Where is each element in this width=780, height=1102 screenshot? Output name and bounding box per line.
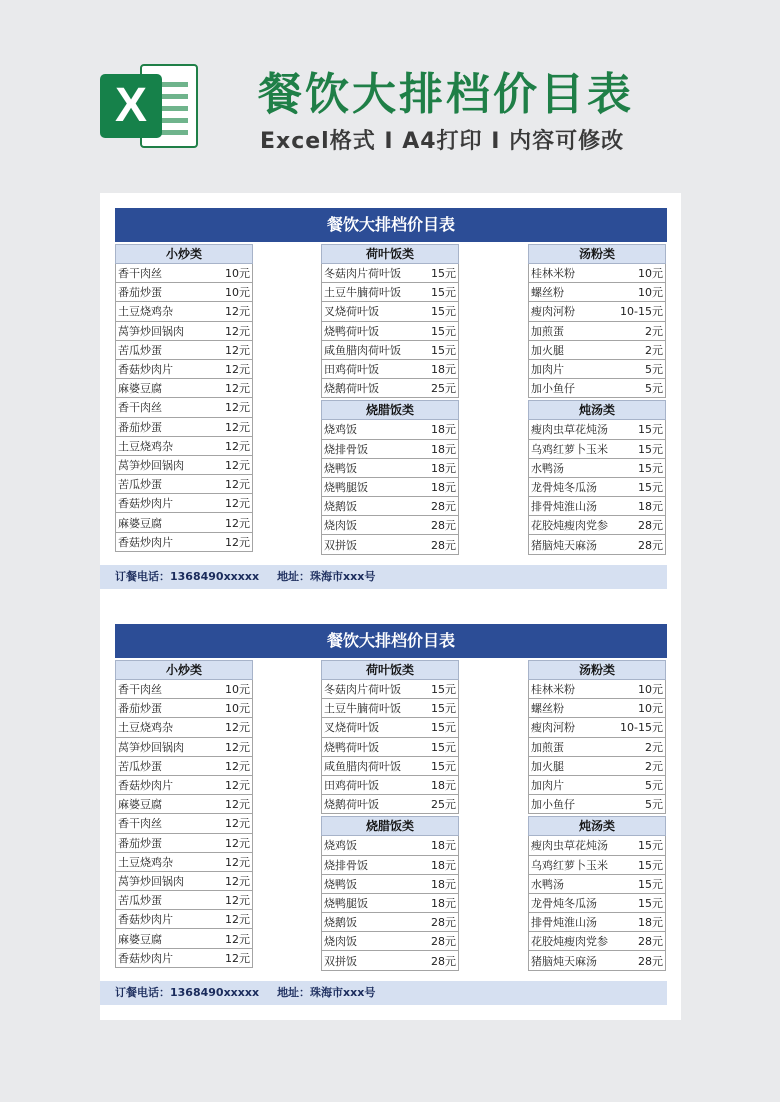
item-price: 18元 [638, 500, 663, 514]
item-price: 10元 [225, 702, 250, 716]
item-name: 苦瓜炒蛋 [118, 343, 162, 357]
item-price: 18元 [431, 896, 456, 910]
menu-item-row [115, 283, 253, 302]
menu-item-row [321, 516, 459, 535]
item-name: 龙骨炖冬瓜汤 [531, 480, 597, 494]
item-name: 加肉片 [531, 779, 564, 793]
item-name: 加小鱼仔 [531, 382, 575, 396]
menu-item-row [528, 738, 666, 757]
menu-item-row [115, 494, 253, 513]
menu-item-row [321, 360, 459, 379]
menu-sheet [100, 193, 681, 1020]
section-header: 烧腊饭类 [321, 400, 459, 420]
menu-item-row [115, 834, 253, 853]
item-name: 乌鸡红萝卜玉米 [531, 858, 608, 872]
menu-item-row [528, 680, 666, 699]
item-price: 12元 [225, 324, 250, 338]
item-name: 番茄炒蛋 [118, 836, 162, 850]
item-name: 瘦肉虫草花炖汤 [531, 839, 608, 853]
menu-item-row [528, 341, 666, 360]
item-price: 12元 [225, 798, 250, 812]
item-name: 螺丝粉 [531, 286, 564, 300]
menu-item-row [321, 680, 459, 699]
menu-item-row [528, 322, 666, 341]
menu-item-row [115, 929, 253, 948]
menu-item-row [321, 951, 459, 970]
item-name: 香菇炒肉片 [118, 779, 173, 793]
menu-item-row [321, 497, 459, 516]
page-subtitle: Excel格式 I A4打印 I 内容可修改 [260, 129, 625, 154]
item-price: 28元 [638, 935, 663, 949]
menu-item-row [528, 856, 666, 875]
menu-item-row [321, 718, 459, 737]
menu-item-row [321, 478, 459, 497]
item-price: 5元 [645, 382, 663, 396]
item-name: 加火腿 [531, 343, 564, 357]
menu-item-row [115, 475, 253, 494]
item-name: 烧排骨饭 [324, 442, 368, 456]
item-name: 猪脑炖天麻汤 [531, 954, 597, 968]
item-name: 双拼饭 [324, 954, 357, 968]
item-name: 烧鸭荷叶饭 [324, 324, 379, 338]
menu-item-row [321, 264, 459, 283]
item-name: 香干肉丝 [118, 267, 162, 281]
item-price: 15元 [638, 858, 663, 872]
item-price: 15元 [638, 461, 663, 475]
menu-item-row [115, 910, 253, 929]
item-name: 加肉片 [531, 363, 564, 377]
menu-item-row [321, 283, 459, 302]
item-name: 瘦肉虫草花炖汤 [531, 423, 608, 437]
item-name: 番茄炒蛋 [118, 286, 162, 300]
item-name: 水鸭汤 [531, 877, 564, 891]
item-price: 12元 [225, 497, 250, 511]
menu-item-row [321, 913, 459, 932]
section-header: 炖汤类 [528, 816, 666, 836]
menu-item-row [528, 360, 666, 379]
item-name: 莴笋炒回锅肉 [118, 740, 184, 754]
item-name: 土豆牛腩荷叶饭 [324, 286, 401, 300]
item-price: 2元 [645, 740, 663, 754]
item-name: 莴笋炒回锅肉 [118, 874, 184, 888]
item-price: 10元 [638, 267, 663, 281]
item-price: 18元 [431, 779, 456, 793]
menu-column-2 [321, 244, 459, 555]
menu-item-row [528, 913, 666, 932]
menu-item-row [321, 440, 459, 459]
item-price: 28元 [431, 954, 456, 968]
section-header: 荷叶饭类 [321, 660, 459, 680]
menu-item-row [528, 836, 666, 855]
item-name: 烧排骨饭 [324, 858, 368, 872]
menu-item-row [115, 891, 253, 910]
menu-item-row [528, 535, 666, 554]
menu-item-row [321, 535, 459, 554]
item-name: 烧鹅饭 [324, 500, 357, 514]
item-name: 水鸭汤 [531, 461, 564, 475]
menu-item-row [321, 875, 459, 894]
item-price: 18元 [431, 858, 456, 872]
item-price: 12元 [225, 855, 250, 869]
section-header: 荷叶饭类 [321, 244, 459, 264]
item-price: 12元 [225, 759, 250, 773]
item-name: 香干肉丝 [118, 817, 162, 831]
item-name: 土豆烧鸡杂 [118, 439, 173, 453]
item-name: 咸鱼腊肉荷叶饭 [324, 759, 401, 773]
item-price: 28元 [431, 500, 456, 514]
item-price: 25元 [431, 382, 456, 396]
item-name: 土豆烧鸡杂 [118, 721, 173, 735]
item-name: 烧肉饭 [324, 935, 357, 949]
item-name: 加小鱼仔 [531, 798, 575, 812]
menu-banner-title: 餐饮大排档价目表 [115, 624, 667, 658]
item-price: 10元 [225, 267, 250, 281]
item-name: 冬菇肉片荷叶饭 [324, 267, 401, 281]
logo-letter: X [100, 74, 162, 138]
menu-item-row [115, 322, 253, 341]
menu-item-row [528, 379, 666, 398]
item-price: 2元 [645, 759, 663, 773]
menu-item-row [321, 738, 459, 757]
item-price: 12元 [225, 894, 250, 908]
item-price: 5元 [645, 363, 663, 377]
menu-item-row [321, 932, 459, 951]
item-price: 12元 [225, 458, 250, 472]
item-price: 15元 [431, 267, 456, 281]
item-name: 麻婆豆腐 [118, 932, 162, 946]
item-price: 15元 [638, 896, 663, 910]
item-price: 12元 [225, 951, 250, 965]
item-name: 番茄炒蛋 [118, 702, 162, 716]
menu-column-3 [528, 244, 666, 555]
item-name: 咸鱼腊肉荷叶饭 [324, 343, 401, 357]
menu-item-row [115, 302, 253, 321]
menu-item-row [321, 894, 459, 913]
menu-item-row [115, 379, 253, 398]
menu-item-row [115, 456, 253, 475]
item-name: 瘦肉河粉 [531, 721, 575, 735]
item-price: 18元 [431, 480, 456, 494]
item-name: 螺丝粉 [531, 702, 564, 716]
item-price: 12元 [225, 401, 250, 415]
item-price: 12元 [225, 817, 250, 831]
item-price: 28元 [638, 538, 663, 552]
item-price: 12元 [225, 305, 250, 319]
item-price: 15元 [638, 480, 663, 494]
item-price: 18元 [431, 461, 456, 475]
item-name: 花胶炖瘦肉党参 [531, 935, 608, 949]
menu-item-row [528, 718, 666, 737]
menu-item-row [321, 795, 459, 814]
item-name: 土豆烧鸡杂 [118, 305, 173, 319]
item-price: 12元 [225, 721, 250, 735]
address: 地址：珠海市xxx号 [277, 570, 376, 583]
menu-column-1 [115, 660, 253, 968]
menu-item-row [321, 757, 459, 776]
item-price: 12元 [225, 913, 250, 927]
menu-item-row [115, 718, 253, 737]
menu-item-row [115, 814, 253, 833]
item-price: 12元 [225, 420, 250, 434]
item-price: 12元 [225, 382, 250, 396]
item-price: 28元 [431, 519, 456, 533]
item-name: 烧鸡饭 [324, 839, 357, 853]
menu-item-row [115, 680, 253, 699]
item-price: 28元 [638, 954, 663, 968]
section-header: 烧腊饭类 [321, 816, 459, 836]
item-name: 田鸡荷叶饭 [324, 779, 379, 793]
item-name: 加煎蛋 [531, 324, 564, 338]
section-header: 汤粉类 [528, 660, 666, 680]
item-price: 12元 [225, 779, 250, 793]
menu-item-row [528, 478, 666, 497]
item-price: 18元 [431, 363, 456, 377]
item-name: 麻婆豆腐 [118, 516, 162, 530]
menu-item-row [115, 872, 253, 891]
item-price: 10-15元 [620, 721, 663, 735]
item-name: 香菇炒肉片 [118, 497, 173, 511]
menu-item-row [321, 776, 459, 795]
header [0, 0, 780, 190]
item-name: 烧鸭荷叶饭 [324, 740, 379, 754]
menu-item-row [115, 437, 253, 456]
item-name: 烧鸭饭 [324, 877, 357, 891]
phone-number: 订餐电话：1368490xxxxx [115, 570, 260, 583]
item-price: 28元 [431, 916, 456, 930]
section-header: 炖汤类 [528, 400, 666, 420]
item-price: 15元 [638, 839, 663, 853]
item-price: 15元 [431, 759, 456, 773]
item-name: 冬菇肉片荷叶饭 [324, 683, 401, 697]
item-price: 5元 [645, 798, 663, 812]
menu-column-2 [321, 660, 459, 971]
menu-item-row [528, 516, 666, 535]
item-name: 烧鸡饭 [324, 423, 357, 437]
menu-item-row [321, 379, 459, 398]
menu-item-row [115, 398, 253, 417]
item-name: 香干肉丝 [118, 683, 162, 697]
menu-column-3 [528, 660, 666, 971]
item-name: 猪脑炖天麻汤 [531, 538, 597, 552]
item-price: 10-15元 [620, 305, 663, 319]
menu-item-row [528, 894, 666, 913]
item-price: 15元 [638, 877, 663, 891]
menu-item-row [321, 341, 459, 360]
menu-item-row [528, 951, 666, 970]
menu-item-row [528, 497, 666, 516]
menu-item-row [321, 302, 459, 321]
menu-item-row [321, 836, 459, 855]
item-name: 香菇炒肉片 [118, 363, 173, 377]
item-price: 15元 [431, 286, 456, 300]
menu-item-row [115, 853, 253, 872]
item-name: 香菇炒肉片 [118, 951, 173, 965]
item-price: 25元 [431, 798, 456, 812]
item-name: 烧鸭饭 [324, 461, 357, 475]
item-price: 12元 [225, 439, 250, 453]
item-name: 香干肉丝 [118, 401, 162, 415]
item-name: 烧鸭腿饭 [324, 896, 368, 910]
menu-item-row [115, 264, 253, 283]
item-name: 烧鹅荷叶饭 [324, 382, 379, 396]
menu-item-row [115, 341, 253, 360]
item-name: 土豆牛腩荷叶饭 [324, 702, 401, 716]
menu-item-row [115, 533, 253, 552]
address: 地址：珠海市xxx号 [277, 986, 376, 999]
item-name: 花胶炖瘦肉党参 [531, 519, 608, 533]
item-price: 18元 [431, 442, 456, 456]
item-price: 12元 [225, 478, 250, 492]
item-name: 龙骨炖冬瓜汤 [531, 896, 597, 910]
section-header: 汤粉类 [528, 244, 666, 264]
item-name: 烧肉饭 [324, 519, 357, 533]
item-name: 乌鸡红萝卜玉米 [531, 442, 608, 456]
menu-item-row [115, 360, 253, 379]
contact-footer [100, 565, 667, 589]
menu-item-row [528, 264, 666, 283]
menu-item-row [115, 699, 253, 718]
item-name: 麻婆豆腐 [118, 798, 162, 812]
item-price: 15元 [638, 442, 663, 456]
item-name: 桂林米粉 [531, 267, 575, 281]
menu-item-row [528, 302, 666, 321]
item-name: 烧鹅饭 [324, 916, 357, 930]
item-price: 12元 [225, 740, 250, 754]
item-price: 10元 [638, 286, 663, 300]
item-name: 土豆烧鸡杂 [118, 855, 173, 869]
menu-item-row [115, 795, 253, 814]
item-price: 15元 [638, 423, 663, 437]
page-title: 餐饮大排档价目表 [258, 69, 634, 120]
menu-column-1 [115, 244, 253, 552]
item-price: 18元 [638, 916, 663, 930]
item-name: 排骨炖淮山汤 [531, 500, 597, 514]
item-name: 桂林米粉 [531, 683, 575, 697]
menu-banner-title: 餐饮大排档价目表 [115, 208, 667, 242]
item-price: 15元 [431, 721, 456, 735]
item-price: 2元 [645, 324, 663, 338]
menu-item-row [321, 322, 459, 341]
item-price: 15元 [431, 683, 456, 697]
menu-item-row [528, 459, 666, 478]
item-price: 12元 [225, 535, 250, 549]
menu-item-row [115, 776, 253, 795]
item-name: 苦瓜炒蛋 [118, 478, 162, 492]
menu-item-row [528, 420, 666, 439]
section-header: 小炒类 [115, 660, 253, 680]
menu-item-row [528, 440, 666, 459]
menu-item-row [321, 420, 459, 439]
menu-item-row [115, 513, 253, 532]
item-price: 28元 [431, 538, 456, 552]
item-name: 苦瓜炒蛋 [118, 759, 162, 773]
item-price: 15元 [431, 343, 456, 357]
menu-item-row [115, 418, 253, 437]
item-name: 莴笋炒回锅肉 [118, 324, 184, 338]
item-price: 15元 [431, 740, 456, 754]
item-name: 双拼饭 [324, 538, 357, 552]
menu-item-row [115, 757, 253, 776]
item-price: 10元 [225, 683, 250, 697]
item-price: 18元 [431, 877, 456, 891]
section-header: 小炒类 [115, 244, 253, 264]
item-price: 12元 [225, 836, 250, 850]
item-price: 15元 [431, 305, 456, 319]
menu-item-row [528, 283, 666, 302]
menu-item-row [528, 776, 666, 795]
item-price: 18元 [431, 839, 456, 853]
item-price: 10元 [638, 683, 663, 697]
item-price: 12元 [225, 516, 250, 530]
menu-item-row [115, 738, 253, 757]
menu-item-row [528, 875, 666, 894]
item-name: 香菇炒肉片 [118, 535, 173, 549]
menu-item-row [321, 459, 459, 478]
item-name: 烧鹅荷叶饭 [324, 798, 379, 812]
item-price: 15元 [431, 702, 456, 716]
item-name: 叉烧荷叶饭 [324, 721, 379, 735]
item-price: 18元 [431, 423, 456, 437]
menu-item-row [321, 856, 459, 875]
item-name: 莴笋炒回锅肉 [118, 458, 184, 472]
item-name: 香菇炒肉片 [118, 913, 173, 927]
menu-item-row [321, 699, 459, 718]
item-price: 12元 [225, 932, 250, 946]
item-price: 12元 [225, 343, 250, 357]
menu-item-row [528, 699, 666, 718]
item-price: 2元 [645, 343, 663, 357]
phone-number: 订餐电话：1368490xxxxx [115, 986, 260, 999]
item-name: 苦瓜炒蛋 [118, 894, 162, 908]
item-name: 田鸡荷叶饭 [324, 363, 379, 377]
item-price: 28元 [431, 935, 456, 949]
item-price: 5元 [645, 779, 663, 793]
item-name: 番茄炒蛋 [118, 420, 162, 434]
menu-item-row [115, 949, 253, 968]
item-name: 加火腿 [531, 759, 564, 773]
excel-logo-icon [100, 60, 200, 152]
item-name: 加煎蛋 [531, 740, 564, 754]
item-name: 麻婆豆腐 [118, 382, 162, 396]
menu-item-row [528, 795, 666, 814]
item-price: 12元 [225, 363, 250, 377]
menu-item-row [528, 932, 666, 951]
item-name: 排骨炖淮山汤 [531, 916, 597, 930]
item-price: 15元 [431, 324, 456, 338]
item-price: 12元 [225, 874, 250, 888]
item-name: 瘦肉河粉 [531, 305, 575, 319]
item-price: 10元 [638, 702, 663, 716]
item-name: 烧鸭腿饭 [324, 480, 368, 494]
contact-footer [100, 981, 667, 1005]
item-name: 叉烧荷叶饭 [324, 305, 379, 319]
menu-item-row [528, 757, 666, 776]
item-price: 10元 [225, 286, 250, 300]
item-price: 28元 [638, 519, 663, 533]
